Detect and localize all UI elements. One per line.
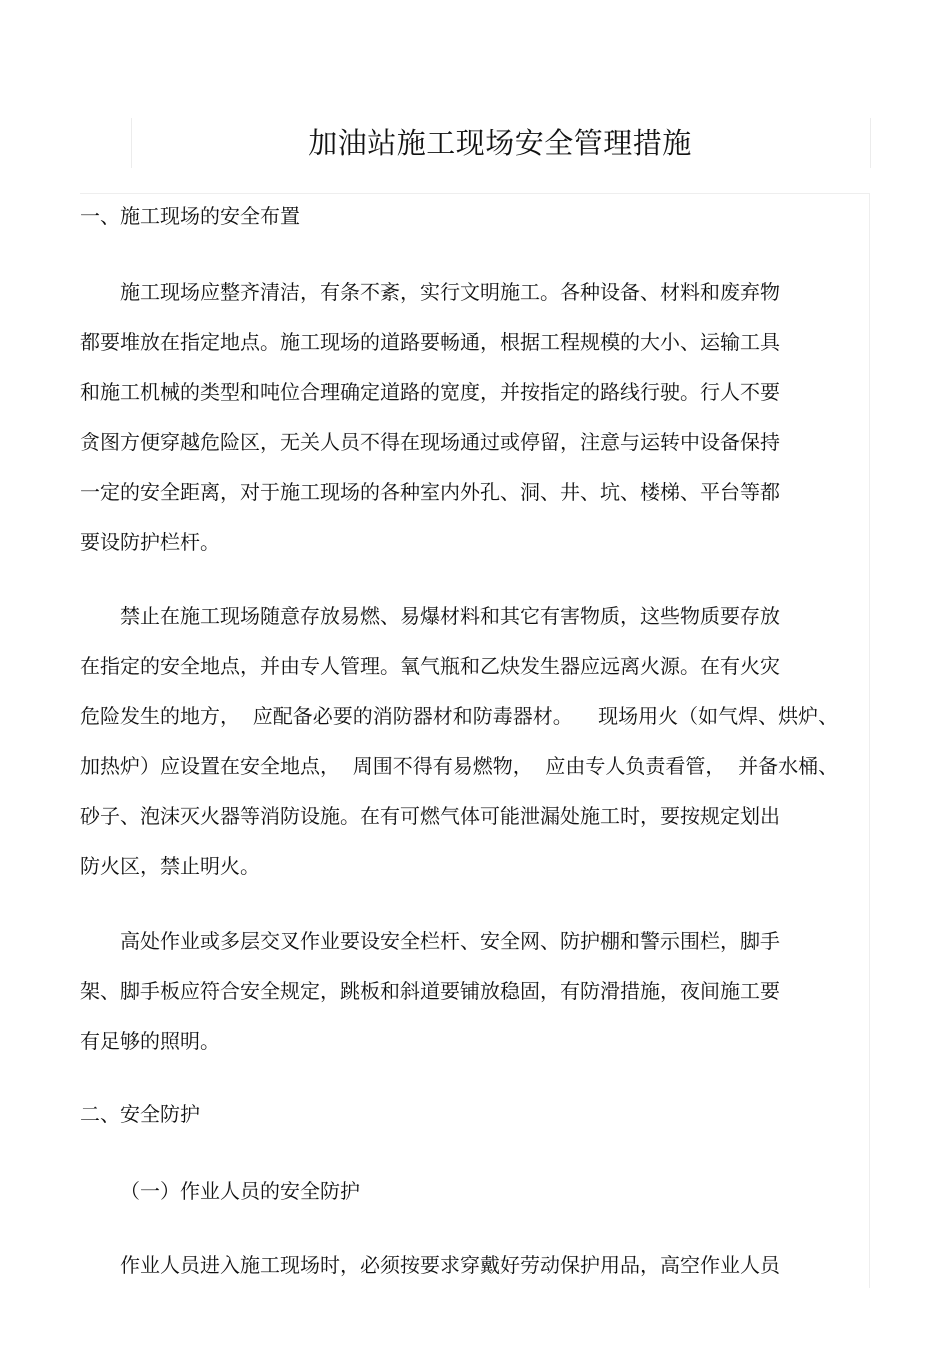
- section1-heading: 一、施工现场的安全布置: [80, 204, 300, 228]
- paragraph-line: 防火区，禁止明火。: [80, 854, 260, 878]
- subsection-heading: （一）作业人员的安全防护: [120, 1179, 360, 1203]
- paragraph-line: 都要堆放在指定地点。施工现场的道路要畅通，根据工程规模的大小、运输工具: [80, 330, 780, 354]
- paragraph-line: 砂子、泡沫灭火器等消防设施。在有可燃气体可能泄漏处施工时，要按规定划出: [80, 804, 780, 828]
- paragraph-line: 贪图方便穿越危险区，无关人员不得在现场通过或停留，注意与运转中设备保持: [80, 430, 780, 454]
- paragraph-line: 危险发生的地方， 应配备必要的消防器材和防毒器材。 现场用火（如气焊、烘炉、: [80, 704, 839, 728]
- paragraph-line: 施工现场应整齐清洁，有条不紊，实行文明施工。各种设备、材料和废弃物: [120, 280, 780, 304]
- paragraph-line: 在指定的安全地点，并由专人管理。氧气瓶和乙炔发生器应远离火源。在有火灾: [80, 654, 780, 678]
- paragraph-line: 高处作业或多层交叉作业要设安全栏杆、安全网、防护棚和警示围栏，脚手: [120, 929, 780, 953]
- document-title: 加油站施工现场安全管理措施: [308, 126, 692, 160]
- section2-heading: 二、安全防护: [80, 1102, 200, 1126]
- right-margin-rule: [869, 193, 870, 1288]
- paragraph-line: 和施工机械的类型和吨位合理确定道路的宽度，并按指定的路线行驶。行人不要: [80, 380, 780, 404]
- section1-paragraph-1: [80, 267, 860, 567]
- paragraph-line: 有足够的照明。: [80, 1029, 220, 1053]
- paragraph-line: 一定的安全距离，对于施工现场的各种室内外孔、洞、井、坑、楼梯、平台等都: [80, 480, 780, 504]
- subsection-paragraph-1: [80, 1240, 860, 1290]
- paragraph-line: 禁止在施工现场随意存放易燃、易爆材料和其它有害物质，这些物质要存放: [120, 604, 780, 628]
- section1-paragraph-2: [80, 591, 860, 891]
- title-divider: [80, 193, 870, 194]
- paragraph-line: 架、脚手板应符合安全规定，跳板和斜道要铺放稳固，有防滑措施，夜间施工要: [80, 979, 780, 1003]
- paragraph-line: 作业人员进入施工现场时，必须按要求穿戴好劳动保护用品，高空作业人员: [120, 1253, 780, 1277]
- paragraph-line: 加热炉）应设置在安全地点， 周围不得有易燃物， 应由专人负责看管， 并备水桶、: [80, 754, 839, 778]
- section1-paragraph-3: [80, 916, 860, 1066]
- paragraph-line: 要设防护栏杆。: [80, 530, 220, 554]
